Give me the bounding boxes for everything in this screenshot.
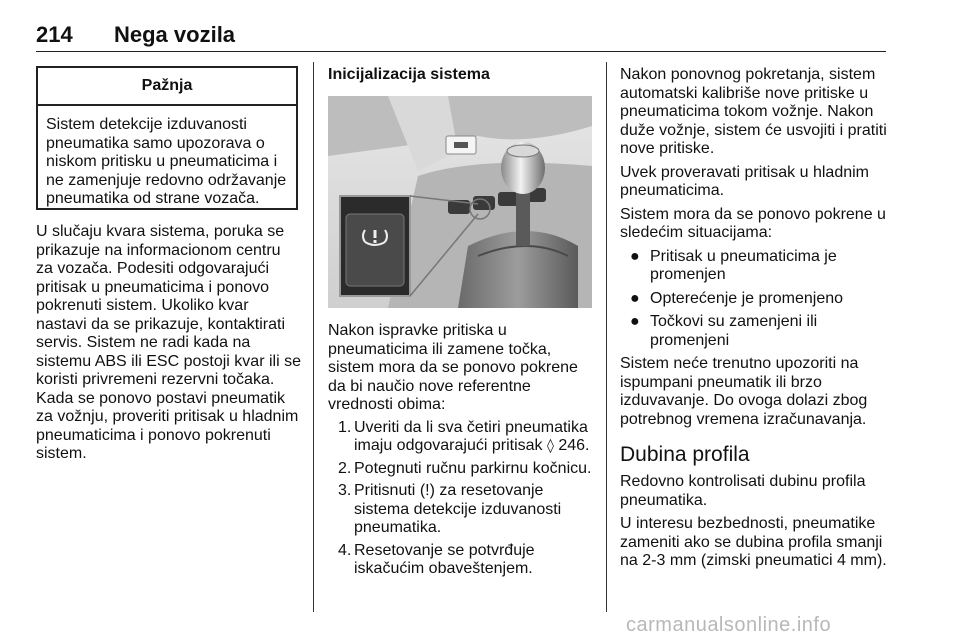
notice-body: Sistem detekcije izduvanosti pneumatika samo upozorava o niskom pritisku u pneumaticima i ne zamenjuje redovno održavanje pneumatika od strane vozača.	[46, 116, 287, 207]
column-divider-2	[606, 62, 607, 612]
section-heading-tread-depth: Dubina profila	[620, 443, 750, 466]
list-item: ● Pritisak u pneumaticima je promenjen	[630, 247, 837, 283]
malfunction-paragraph: U slučaju kvara sistema, poruka se prikazuje na informacionom centru za vozača. Podesiti odgovarajući pritisak u pneumaticima i ponovo pokrenuti sistem. Ukoliko kvar nastavi da se prikazuje, kontaktirati servis. Sistem ne radi kada na sistemu ABS ili ESC postoji kvar ili se koristi privremeni rezervni točaka. Kada se ponovo postavi pneumatik za vožnju, proveriti pritisak u hladnim pneumaticima i ponovo pokrenuti sistem.	[36, 223, 301, 462]
list-item: ● Opterećenje je promenjeno	[630, 289, 844, 307]
page-reference: 246.	[558, 437, 590, 454]
initialization-content	[328, 322, 598, 583]
page-title: Nega vozila	[114, 22, 236, 47]
warning-delay-paragraph: Sistem neće trenutno upozoriti na ispumpani pneumatik ili brzo izduvavanje. Do ovoga dolazi zbog potrebnog vremena izračunavanja.	[620, 355, 868, 428]
page-number: 214	[36, 22, 73, 47]
initialization-intro: Nakon ispravke pritiska u pneumaticima ili zamene točka, sistem mora da se ponovo pokrene da bi naučio nove referentne vrednosti obima:	[328, 322, 578, 413]
list-item: 2. Potegnuti ručnu parkirnu kočnicu.	[338, 459, 592, 477]
tire-pressure-symbol-icon: (!)	[419, 482, 435, 499]
page-reference-icon: ◊	[546, 438, 554, 454]
restart-situations-paragraph: Sistem mora da se ponovo pokrene u sledećim situacijama:	[620, 205, 886, 241]
column-3	[620, 66, 892, 576]
watermark: carmanualsonline.info	[626, 614, 832, 636]
notice-box	[36, 66, 298, 210]
gear-console-image	[328, 96, 592, 308]
column-divider-1	[313, 62, 314, 612]
bullet-icon: ●	[630, 313, 640, 330]
tread-replace-paragraph: U interesu bezbednosti, pneumatike zameniti ako se dubina profila smanji na 2-3 mm (zimski pneumatici 4 mm).	[620, 515, 887, 569]
list-item: ● Točkovi su zamenjeni ili promenjeni	[630, 313, 818, 349]
bullet-icon: ●	[630, 247, 640, 265]
section-heading-initialization: Inicijalizacija sistema	[328, 66, 490, 83]
initialization-steps	[328, 419, 598, 579]
list-item: 4. Resetovanje se potvrđuje iskačućim obaveštenjem.	[338, 541, 535, 577]
notice-title: Pažnja	[38, 68, 296, 106]
header-divider	[36, 51, 886, 52]
restart-situations-list	[620, 248, 892, 351]
cold-tire-paragraph: Uvek proveravati pritisak u hladnim pneumaticima.	[620, 163, 869, 199]
bullet-icon: ●	[630, 289, 640, 307]
list-item: 1. Uveriti da li sva četiri pneumatika imaju odgovarajući pritisak ◊ 246.	[338, 418, 590, 454]
list-item: 3. Pritisnuti (!) za resetovanje sistema detekcije izduvanosti pneumatika.	[338, 482, 562, 536]
recalibration-paragraph: Nakon ponovnog pokretanja, sistem automatski kalibriše nove pritiske u pneumaticima tokom vožnje. Nakon duže vožnje, sistem će usvojiti i pratiti nove pritiske.	[620, 66, 887, 157]
console-illustration	[328, 96, 592, 308]
page-header	[36, 22, 886, 52]
tread-check-paragraph: Redovno kontrolisati dubinu profila pneumatika.	[620, 473, 866, 509]
